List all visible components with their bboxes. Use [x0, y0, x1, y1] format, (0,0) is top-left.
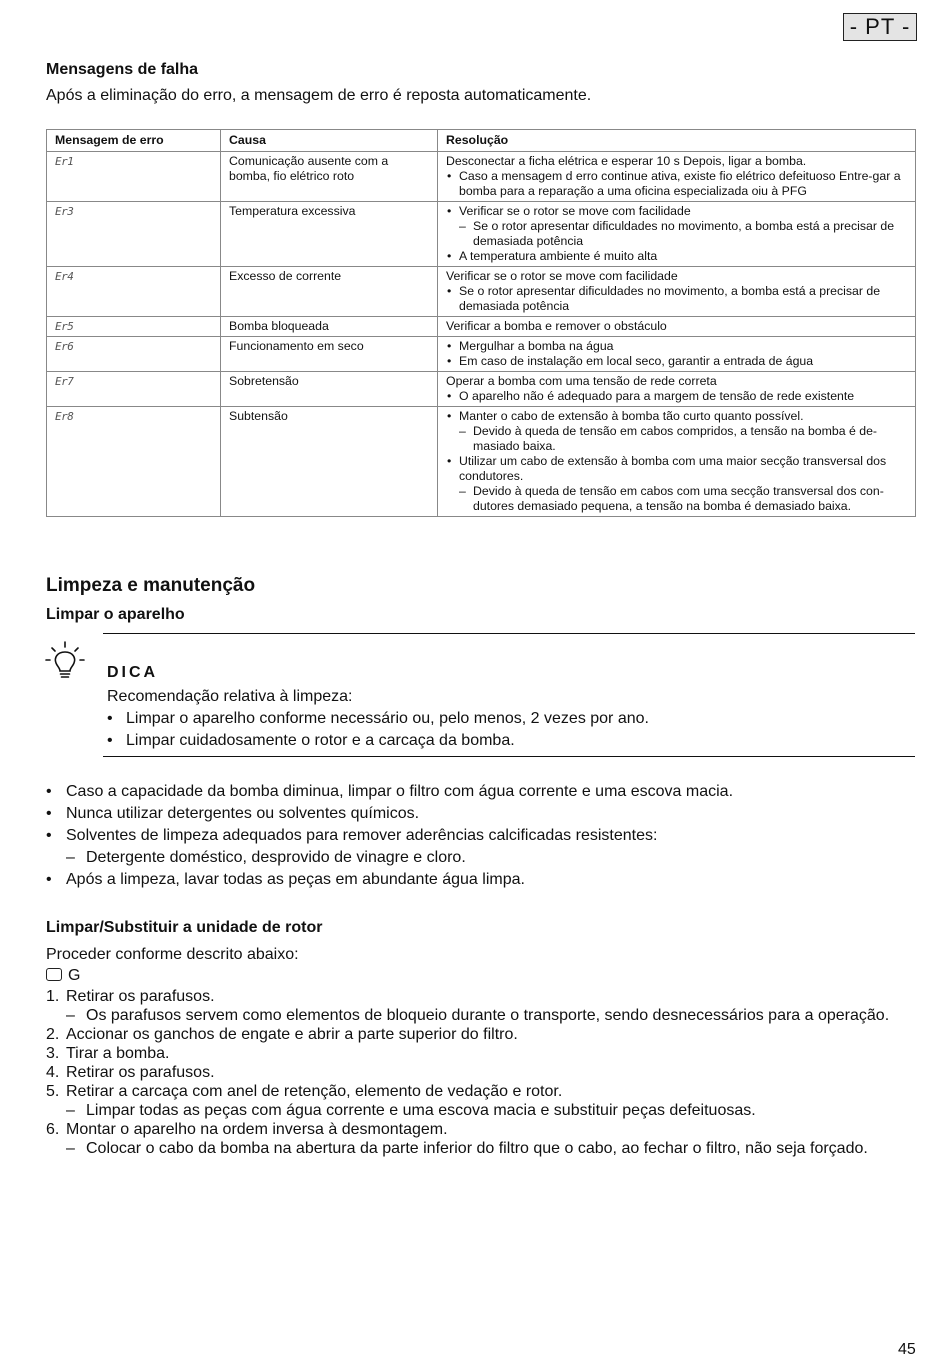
resolution-cell [438, 267, 916, 317]
bullet-mark: • [46, 827, 52, 844]
resolution-bullet: • Verificar se o rotor se move com facilidade [446, 204, 908, 219]
tip-top-rule [103, 633, 915, 634]
error-code: Er4 [55, 270, 74, 283]
dash-mark: – [66, 1007, 75, 1024]
lightbulb-icon [44, 640, 86, 682]
cleaning-list [46, 781, 926, 891]
bullet-mark: • [107, 732, 113, 749]
column-header-message: Mensagem de erro [47, 130, 221, 152]
step-sub-item: – Colocar o cabo da bomba na abertura da parte inferior do filtro que o cabo, ao fechar o filtro, não seja forçado. [66, 1140, 868, 1157]
step-number: 3. [46, 1045, 60, 1062]
error-table [46, 129, 916, 517]
resolution-cell [438, 372, 916, 407]
step-item: 6. Montar o aparelho na ordem inversa à desmontagem. [46, 1121, 448, 1138]
step-sub-item: – Os parafusos servem como elementos de bloqueio durante o transporte, sendo desnecessários para a operação. [66, 1007, 890, 1024]
bullet-mark: • [107, 710, 113, 727]
resolution-bullet: • Mergulhar a bomba na água [446, 339, 908, 354]
cause-cell: Temperatura excessiva [221, 202, 438, 267]
resolution-sub-item: – Devido à queda de tensão em cabos com uma secção transversal dos con-dutores demasiado pequena, a tensão na bomba é demasiado baixa. [446, 484, 908, 514]
error-code-cell [47, 372, 221, 407]
rotor-steps [46, 987, 936, 1158]
resolution-list [446, 169, 908, 199]
cleaning-subtitle: Limpar o aparelho [46, 606, 185, 623]
list-item: • Após a limpeza, lavar todas as peças em abundante água limpa. [46, 871, 525, 888]
resolution-sub-item: – Devido à queda de tensão em cabos compridos, a tensão na bomba é de-masiado baixa. [446, 424, 908, 454]
tip-intro: Recomendação relativa à limpeza: [107, 688, 353, 705]
table-row [47, 372, 916, 407]
step-number: 5. [46, 1083, 60, 1100]
list-item: • Caso a capacidade da bomba diminua, limpar o filtro com água corrente e uma escova macia. [46, 783, 734, 800]
list-item: • Solventes de limpeza adequados para remover aderências calcificadas resistentes: [46, 827, 658, 844]
resolution-bullet: • Em caso de instalação em local seco, garantir a entrada de água [446, 354, 908, 369]
resolution-text: Verificar se o rotor se move com facilidade [446, 269, 678, 283]
table-row [47, 317, 916, 337]
resolution-list [446, 204, 908, 264]
error-code: Er7 [55, 375, 74, 388]
resolution-list [446, 389, 908, 404]
resolution-cell [438, 337, 916, 372]
resolution-bullet: • Utilizar um cabo de extensão à bomba com uma maior secção transversal dos condutores. [446, 454, 908, 484]
tip-item: • Limpar o aparelho conforme necessário ou, pelo menos, 2 vezes por ano. [107, 708, 649, 730]
step-item: 3. Tirar a bomba. [46, 1045, 170, 1062]
page-number: 45 [898, 1341, 916, 1358]
rotor-intro: Proceder conforme descrito abaixo: [46, 946, 299, 963]
list-item: • Nunca utilizar detergentes ou solventes químicos. [46, 805, 420, 822]
tip-item: • Limpar cuidadosamente o rotor e a carcaça da bomba. [107, 730, 649, 752]
resolution-list [446, 284, 908, 314]
resolution-bullet: • Manter o cabo de extensão à bomba tão curto quanto possível. [446, 409, 908, 424]
resolution-bullet: • A temperatura ambiente é muito alta [446, 249, 908, 264]
step-number: 6. [46, 1121, 60, 1138]
resolution-bullet: • Caso a mensagem d erro continue ativa, existe fio elétrico defeituoso Entre-gar a bomba para a reparação a uma oficina especializada oiu à PFG [446, 169, 908, 199]
error-code-cell [47, 317, 221, 337]
resolution-text: Operar a bomba com uma tensão de rede correta [446, 374, 717, 388]
error-code-cell [47, 407, 221, 517]
resolution-cell [438, 152, 916, 202]
resolution-sub-item: – Se o rotor apresentar dificuldades no movimento, a bomba está a precisar de demasiada potência [446, 219, 908, 249]
resolution-cell [438, 317, 916, 337]
language-tag: - PT - [843, 13, 917, 41]
step-sub-item: – Limpar todas as peças com água corrente e uma escova macia e substituir peças defeituosas. [66, 1102, 756, 1119]
dash-mark: – [66, 1140, 75, 1157]
resolution-cell [438, 202, 916, 267]
error-table-header [47, 130, 916, 152]
step-number: 1. [46, 988, 60, 1005]
cause-cell: Funcionamento em seco [221, 337, 438, 372]
resolution-list [446, 409, 908, 514]
table-row [47, 267, 916, 317]
rotor-title: Limpar/Substituir a unidade de rotor [46, 919, 323, 936]
error-code: Er8 [55, 410, 74, 423]
step-item: 4. Retirar os parafusos. [46, 1064, 215, 1081]
error-code: Er1 [55, 155, 74, 168]
resolution-cell [438, 407, 916, 517]
step-item: 2. Accionar os ganchos de engate e abrir a parte superior do filtro. [46, 1026, 518, 1043]
step-item: 5. Retirar a carcaça com anel de retenção, elemento de vedação e rotor. [46, 1083, 563, 1100]
cleaning-title: Limpeza e manutenção [46, 575, 256, 596]
table-row [47, 407, 916, 517]
error-code: Er3 [55, 205, 74, 218]
bullet-mark: • [46, 805, 52, 822]
resolution-list [446, 339, 908, 369]
list-sub-item: – Detergente doméstico, desprovido de vinagre e cloro. [66, 849, 466, 866]
tip-bottom-rule [103, 756, 915, 757]
figure-frame-icon [46, 968, 62, 981]
cause-cell: Excesso de corrente [221, 267, 438, 317]
dash-mark: – [66, 849, 75, 866]
error-code-cell [47, 202, 221, 267]
table-row [47, 202, 916, 267]
tip-body [107, 686, 649, 752]
error-code-cell [47, 267, 221, 317]
dash-mark: – [66, 1102, 75, 1119]
cause-cell: Sobretensão [221, 372, 438, 407]
resolution-text: Desconectar a ficha elétrica e esperar 10 s Depois, ligar a bomba. [446, 154, 807, 168]
resolution-bullet: • O aparelho não é adequado para a margem de tensão de rede existente [446, 389, 908, 404]
error-code: Er5 [55, 320, 74, 333]
column-header-cause: Causa [221, 130, 438, 152]
bullet-mark: • [46, 871, 52, 888]
table-row [47, 152, 916, 202]
figure-ref: G [46, 967, 80, 985]
fault-messages-title: Mensagens de falha [46, 61, 199, 78]
cause-cell: Subtensão [221, 407, 438, 517]
step-number: 4. [46, 1064, 60, 1081]
resolution-text: Verificar a bomba e remover o obstáculo [446, 319, 667, 333]
error-code-cell [47, 152, 221, 202]
step-item: 1. Retirar os parafusos. [46, 988, 215, 1005]
step-number: 2. [46, 1026, 60, 1043]
error-code-cell [47, 337, 221, 372]
column-header-resolution: Resolução [438, 130, 916, 152]
error-code: Er6 [55, 340, 74, 353]
cause-cell: Bomba bloqueada [221, 317, 438, 337]
tip-label: DICA [107, 664, 159, 681]
fault-messages-intro: Após a eliminação do erro, a mensagem de erro é reposta automaticamente. [46, 87, 592, 104]
bullet-mark: • [46, 783, 52, 800]
cause-cell: Comunicação ausente com a bomba, fio elétrico roto [221, 152, 438, 202]
table-row [47, 337, 916, 372]
resolution-bullet: • Se o rotor apresentar dificuldades no movimento, a bomba está a precisar de demasiada potência [446, 284, 908, 314]
